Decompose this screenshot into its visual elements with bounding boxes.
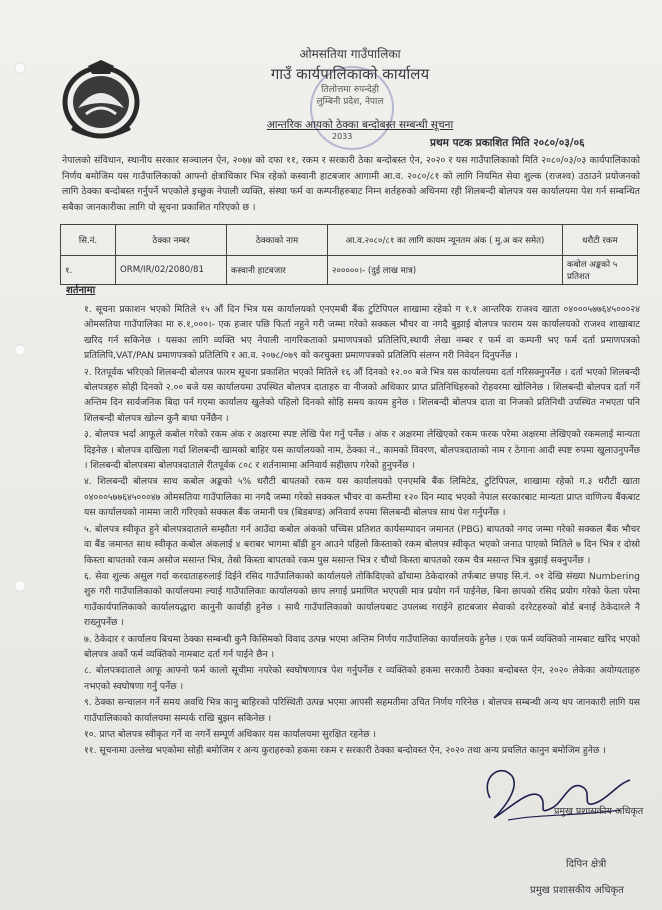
- office-name: गाउँ कार्यपालिकाको कार्यालय: [270, 65, 430, 83]
- punch-hole: [14, 62, 26, 74]
- signatory-title: प्रमुख प्रशासकीय अधिकृत: [554, 806, 644, 817]
- signature-icon: [460, 758, 640, 828]
- column-header: धरौटी रकम: [563, 225, 638, 256]
- table-cell: १.: [61, 256, 116, 285]
- clause-item: १०. प्राप्त बोलपत्र स्वीकृत गर्ने वा नगर्ने सम्पूर्ण अधिकार यस कार्यालयमा सुरक्षित रहनेछ ।: [84, 728, 376, 740]
- stamp-year: 2033: [332, 132, 353, 141]
- clause-item: ४. शिलबन्दी बोलपत्र साथ कबोल अङ्कको ५% धरौटी बापतको रकम यस कार्यालयको एनएमबि बैंक लिमिटेड, टुटिपिपल, शाखामा रहेको ग.३ धरौटी खाता ०४०००५७७६४५०००४७ ओमसतिया गाउँपालिका मा नगदै जम्मा गरेको सक्कल भौचर वा कम्तीमा १२० दिन म्याद भएको नेपाल सरकारबाट मान्यता प्राप्त वाणिज्य बैंकबाट यस कार्यालयको नाममा जारी गरिएको सक्कल बैंक जमानी पत्र (बिडबण्ड) अनिवार्य रुपमा सिलबन्दी बोलपत्र साथ पेश गर्नुपर्नेछ ।: [84, 476, 640, 519]
- published-date: प्रथम पटक प्रकाशित मिति २०८०/०३/०६: [430, 137, 585, 149]
- address-line: लुम्बिनी प्रदेश, नेपाल: [316, 97, 384, 107]
- clause-item: ९. ठेक्का सन्चालन गर्ने समय अवधि भित्र कानु बाहिरको परिस्थिती उत्पन्न भएमा आपसी सहमतीमा उचित निर्णय गरिनेछ । बोलपत्र सम्बन्धी अन्य थप जानकारी लागि यस गाउँपालिकाको कार्यालयमा सम्पर्क राखि बुझन सकिनेछ ।: [84, 697, 640, 724]
- table-cell: कबोल अङ्कको ५ प्रतिशत: [563, 256, 638, 285]
- address-line: तिलोत्तमा रुपन्देही: [321, 85, 379, 95]
- letterhead: [200, 46, 500, 108]
- column-header: ठेक्काको नाम: [227, 225, 328, 256]
- nepal-emblem-icon: [58, 58, 144, 142]
- clause-item: १. सूचना प्रकाशन भएको मितिले १५ औं दिन भित्र यस कार्यालयको एनएमबी बैंक टुटिपिपल शाखामा रहेको ग १.१ आन्तरिक राजश्व खाता ०४०००५७७६४५०००२४ ओमसतिया गाउँपालिका मा रु.१,०००।- एक हजार पछि फिर्ता नहुने गरी जम्मा गरेको सक्कल भौचर वा नगदै बुझाई बोलपत्र फाराम यस कार्यालयको राजश्व शाखाबाट खरिद गर्न सकिनेछ । यसका लागि व्यक्ति भए नेपाली नागरिकताको प्रमाणपत्रको प्रतिलिपि,स्थायी लेखा नम्बर र फर्म वा कम्पनी भए फर्म दर्ता प्रमाणपत्रको प्रतिलिपि,VAT/PAN प्रमाणपत्रको प्रतिलिपि र आ.व. २०७८/०७९ को करचुक्ता प्रमाणपत्रको प्रतिलिपि संलग्न गरी निवेदन दिनुपर्नेछ ।: [84, 304, 640, 362]
- clause-item: ६. सेवा शुल्क असुल गर्दा करदाताहरुलाई दिईने रसिद गाउँपालिकाको कार्यालयले तोकिदिएको ढाँचामा ठेकेदारको तर्फबाट छपाइ सि.नं. ०१ देखि संख्या Numbering शुरु गरी गाउँपालिकाको कार्यालयमा ल्याई गाउँपालिकाः कार्यालयको छाप लगाई प्रमाणित भएपछी मात्र प्रयोग गर्न पाईनेछ, बिना छापको रसिद प्रयोग गरेको फेला परेमा गाउँकार्यपालिकाको कार्यालयद्धारा कानुनी कार्वाही हुनेछ । साथै गाउँपालिकाको कार्यालयबाट उपलब्ध गराईने हाटबजार सेवाको दररेटहरुको बोर्ड बनाई ठेकेदारले नै राख्नुपर्नेछ ।: [84, 570, 640, 629]
- clause-item: २. रितपूर्वक भरिएको शिलबन्दी बोलपत्र फारम सूचना प्रकाशित भएको मितिले १६ औं दिनको १२.०० बजे भित्र यस कार्यालयमा दर्ता गरिसक्नुपर्नेछ । दर्ता भएको शिलबन्दी बोलपत्रहरु सोही दिनको २.०० बजे यस कार्यालयमा उपस्थित बोलपत्र दाताहरु वा नीजको अधिकार प्राप्त प्रतिनिधिहरुको रोहवरमा खोलिनेछ । शिलबन्दी बोलपत्र दर्ता गर्ने अन्तिम दिन सार्वजनिक बिदा पर्न गएमा कार्यालय खुलेको पहिलो दिनको सोहि समय कायम हुनेछ । शिलबन्दी बोलपत्र दाता वा निजको प्रतिनिधी उपस्थित नभएता पनि शिलबन्दी बोलपत्र खोल्न कुनै बाधा पर्नेछैन ।: [84, 366, 640, 424]
- clause-item: ५. बोलपत्र स्वीकृत हुने बोलपत्रदाताले सम्झौता गर्न आउँदा कबोल अंकको पच्चिस प्रतिशत कार्यसम्पादन जमानत (PBG) बापतको नगद जम्मा गरेको सक्कल बैंक भौचर वा बैंड जमानत साथ स्वीकृत कबोल अंकलाई ४ बराबर भागमा बाँडी हुन आउने पहिलो किस्ताको रकम बोलपत्र स्वीकृत भएको जनाउ पाएको मितिले ७ दिन भित्र र दोस्रो किस्ता बापतको रकम असोज मसान्त भित्र, तेस्रो किस्ता बापतको रकम पुस मसान्त भित्र र चौथो किस्ता बापतको रकम चैत्र मसान्त भित्र बुझाई सक्नुपर्नेछ ।: [84, 523, 640, 566]
- table-row: [61, 256, 638, 285]
- column-header: ठेक्का नम्बर: [116, 225, 227, 256]
- tender-table: [60, 224, 638, 285]
- punch-hole: [14, 344, 26, 356]
- table-cell: २०००००।- (दुई लाख मात्र): [328, 256, 563, 285]
- org-name: ओमसतिया गाउँपालिका: [299, 47, 401, 61]
- table-cell: ORM/IR/02/2080/81: [116, 256, 227, 285]
- punch-hole: [14, 580, 26, 592]
- table-header-row: [61, 225, 638, 256]
- signatory-name: दिपिन क्षेत्री: [566, 859, 607, 870]
- notice-subject: आन्तरिक आयको ठेक्का बन्दोबस्त सम्बन्धी सूचना: [266, 119, 454, 131]
- intro-paragraph: नेपालको संविधान, स्थानीय सरकार सञ्चालन ऐन, २०७४ को दफा ११, रकम र सरकारी ठेका बन्दोबस्त ऐन, २०२० र यस गाउँपालिकाको मिति २०८०/०३/०३ कार्यपालिकाको निर्णय बमोजिम यस गाउँपालिकाको आफ्नो क्षेत्राधिकार भित्र रहेको कस्वानी हाटबजार आगामी आ.व. २०८०/८१ को लागि नियमित सेवा शुल्क (राजश्व) उठाउने प्रयोजनको लागि ठेक्का बन्दोबस्त गर्नुपर्ने भएकोले इच्छुक नेपाली व्यक्ति, संस्था फर्म वा कम्पनीहरुबाट निम्न शर्तहरुको अधिनमा रही शिलबन्दी बोलपत्र यस कार्यालयमा पेश गर्न सम्बन्धित सबैका जानकारीका लागि यो सूचना प्रकाशित गरिएको छ ।: [62, 155, 640, 213]
- column-header: सि.नं.: [61, 225, 116, 256]
- clause-item: ३. बोलपत्र भर्दा आफूले कबोल गरेको रकम अंक र अक्षरमा स्पष्ट लेखि पेश गर्नु पर्नेछ । अंक र अक्षरमा लेखिएको रकम फरक परेमा अक्षरमा लेखिएको रकमलाई मान्यता दिइनेछ । बोलपत्र दाखिला गर्दा शिलबन्दी खामको बाहिर यस कार्यालयको नाम, ठेक्का नं., कामको विवरण, बोलपत्रदाताको नाम र ठेगाना आदी स्पष्ट रुपमा खुलाउनुपर्नेछ । शिलबन्दी बोलपत्रमा बोलपत्रदाताले रीतपूर्वक ८०८ र शर्तनामामा अनिवार्य सहीछाप गरेको हुनुपर्नेछ ।: [84, 429, 640, 472]
- clause-item: ८. बोलपत्रदाताले आफू आफ्नो फर्म कालो सूचीमा नपरेको स्वघोषणापत्र पेश गर्नुपर्नेछ र व्यक्तिको हकमा सरकारी ठेक्का बन्दोबस्त ऐन, २०२० लेकेका अयोग्यताहरु नभएको स्वघोषणा गर्नु पर्नेछ ।: [84, 665, 640, 692]
- terms-heading: शर्तनामा: [66, 285, 96, 296]
- signatory-title: प्रमुख प्रशासकीय अधिकृत: [530, 885, 624, 896]
- column-header: आ.व.२०८०/८१ का लागि कायम न्यूनतम अंक ( मु.अ कर समेत): [328, 225, 563, 256]
- clause-item: ११. सूचनामा उल्लेख भएकोमा सोही बमोजिम र अन्य कुराहरुको हकमा रकम र सरकारी ठेक्का बन्दोवस्त ऐन, २०२० तथा अन्य प्रचलित कानुन बमोजिम हुनेछ ।: [84, 745, 606, 757]
- terms-list: [84, 302, 640, 760]
- clause-item: ७. ठेकेदार र कार्यालय बिचमा ठेक्का सम्बन्धी कुनै किसिमको विवाद उत्पन्न भएमा अन्तिम निर्णय गाउँपालिका कार्यालयके हुनेछ । एक फर्म व्यक्तिको नामबाट खरिद भएको बोलपत्र अर्को फर्म व्यक्तिको नामबाट दर्ता गर्न पाईने छैन ।: [84, 633, 640, 660]
- table-cell: कस्वानी हाटबजार: [227, 256, 328, 285]
